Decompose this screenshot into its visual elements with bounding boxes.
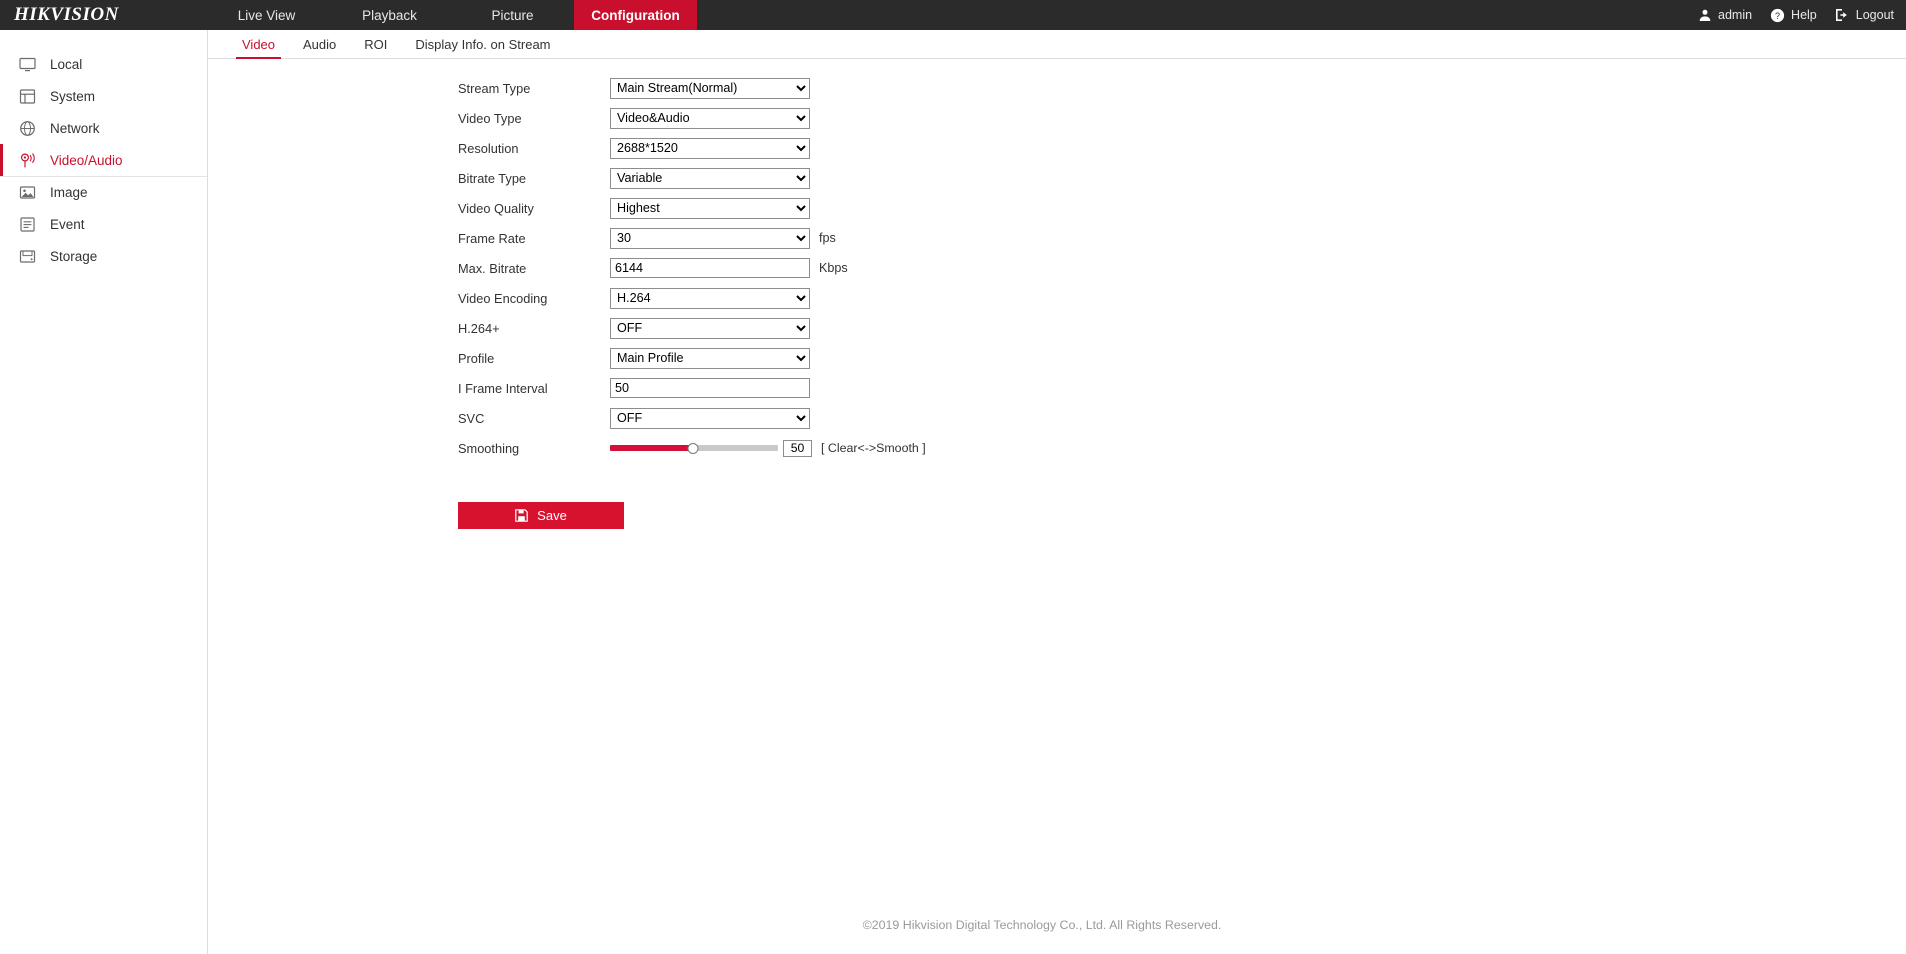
event-icon [18,215,36,233]
sidebar-item-local[interactable] [0,48,207,80]
smoothing-label: Smoothing [458,440,520,456]
help-icon [1770,8,1785,23]
form-row-resolution [208,133,1906,163]
video-encoding-select[interactable] [610,288,810,309]
form-row-svc [208,403,1906,433]
help-label: Help [1791,8,1817,22]
frame-rate-select[interactable] [610,228,810,249]
nav-item-playback[interactable] [328,0,451,30]
svg-text:?: ? [1775,10,1781,21]
form-row-video-quality [208,193,1906,223]
smoothing-value-input[interactable] [783,440,812,457]
video-quality-select[interactable] [610,198,810,219]
form-row-profile [208,343,1906,373]
smoothing-hint: [ Clear<->Smooth ] [821,441,926,455]
sidebar-item-label: Local [50,56,83,72]
video-quality-label: Video Quality [458,200,534,216]
system-icon [18,87,36,105]
main-navigation [205,0,697,30]
frame-rate-label: Frame Rate [458,230,526,246]
sidebar-item-event[interactable] [0,208,207,240]
tab-label: ROI [364,37,388,52]
brand-logo [0,0,205,30]
save-button[interactable] [458,502,624,529]
smoothing-slider-fill [610,445,693,451]
user-icon [1697,8,1712,23]
h264-plus-label: H.264+ [458,320,500,336]
save-disk-icon [515,509,528,522]
video-encoding-label: Video Encoding [458,290,548,306]
bitrate-type-select[interactable] [610,168,810,189]
profile-label: Profile [458,350,495,366]
form-row-video-type [208,103,1906,133]
frame-rate-unit: fps [819,231,836,245]
page-body [0,30,1906,954]
nav-item-configuration[interactable] [574,0,697,30]
form-row-bitrate-type [208,163,1906,193]
logout-button[interactable] [1835,8,1894,23]
top-bar [0,0,1906,30]
logout-label: Logout [1855,8,1894,22]
sidebar-item-label: Image [50,184,88,200]
tab-label: Video [242,37,276,52]
smoothing-slider-handle[interactable] [688,443,699,454]
network-icon [18,119,36,137]
sidebar [0,30,208,954]
brand-logo-text: HIKVISION [14,4,119,25]
form-row-frame-rate [208,223,1906,253]
i-frame-interval-input[interactable] [610,378,810,398]
nav-item-label: Playback [362,7,417,23]
top-bar-right [1697,0,1894,30]
storage-icon [18,247,36,265]
nav-item-label: Configuration [591,7,680,23]
nav-item-label: Live View [237,7,296,23]
stream-type-label: Stream Type [458,80,531,96]
content-area [208,30,1906,954]
form-row-h264-plus [208,313,1906,343]
sidebar-item-label: System [50,88,96,104]
resolution-label: Resolution [458,140,519,156]
i-frame-interval-label: I Frame Interval [458,380,548,396]
video-type-select[interactable] [610,108,810,129]
sidebar-item-network[interactable] [0,112,207,144]
sidebar-item-label: Video/Audio [50,152,123,168]
video-type-label: Video Type [458,110,522,126]
video-settings-form [208,59,1906,529]
bitrate-type-label: Bitrate Type [458,170,527,186]
stream-type-select[interactable] [610,78,810,99]
account-name: admin [1718,8,1753,22]
max-bitrate-label: Max. Bitrate [458,260,527,276]
monitor-icon [18,55,36,73]
sidebar-item-image[interactable] [0,176,207,208]
image-icon [18,183,36,201]
svc-select[interactable] [610,408,810,429]
smoothing-slider[interactable] [610,439,778,457]
logout-icon [1835,8,1850,23]
resolution-select[interactable] [610,138,810,159]
nav-item-label: Picture [491,7,534,23]
form-row-video-encoding [208,283,1906,313]
video-audio-icon [18,151,36,169]
sidebar-item-label: Event [50,216,85,232]
footer [208,918,1906,932]
tab-label: Audio [303,37,337,52]
tab-audio[interactable] [289,37,350,58]
form-row-smoothing [208,433,1906,463]
account-menu[interactable] [1697,8,1752,23]
tab-bar [208,30,1906,59]
sidebar-item-storage[interactable] [0,240,207,272]
tab-display-info-on-stream[interactable] [401,37,564,58]
footer-text: ©2019 Hikvision Digital Technology Co., Ltd. All Rights Reserved. [862,918,1222,932]
sidebar-item-label: Storage [50,248,98,264]
tab-label: Display Info. on Stream [415,37,551,52]
sidebar-item-label: Network [50,120,100,136]
tab-video[interactable] [228,37,289,58]
max-bitrate-input[interactable] [610,258,810,278]
profile-select[interactable] [610,348,810,369]
save-button-label: Save [537,508,567,523]
h264-plus-select[interactable] [610,318,810,339]
help-button[interactable] [1770,8,1817,23]
nav-item-picture[interactable] [451,0,574,30]
form-row-stream-type [208,73,1906,103]
max-bitrate-unit: Kbps [819,261,848,275]
nav-item-live-view[interactable] [205,0,328,30]
sidebar-item-system[interactable] [0,80,207,112]
form-row-max-bitrate [208,253,1906,283]
tab-roi[interactable] [350,37,401,58]
sidebar-item-video-audio[interactable] [0,144,207,176]
form-row-i-frame-interval [208,373,1906,403]
form-actions [458,502,1906,529]
svc-label: SVC [458,410,485,426]
